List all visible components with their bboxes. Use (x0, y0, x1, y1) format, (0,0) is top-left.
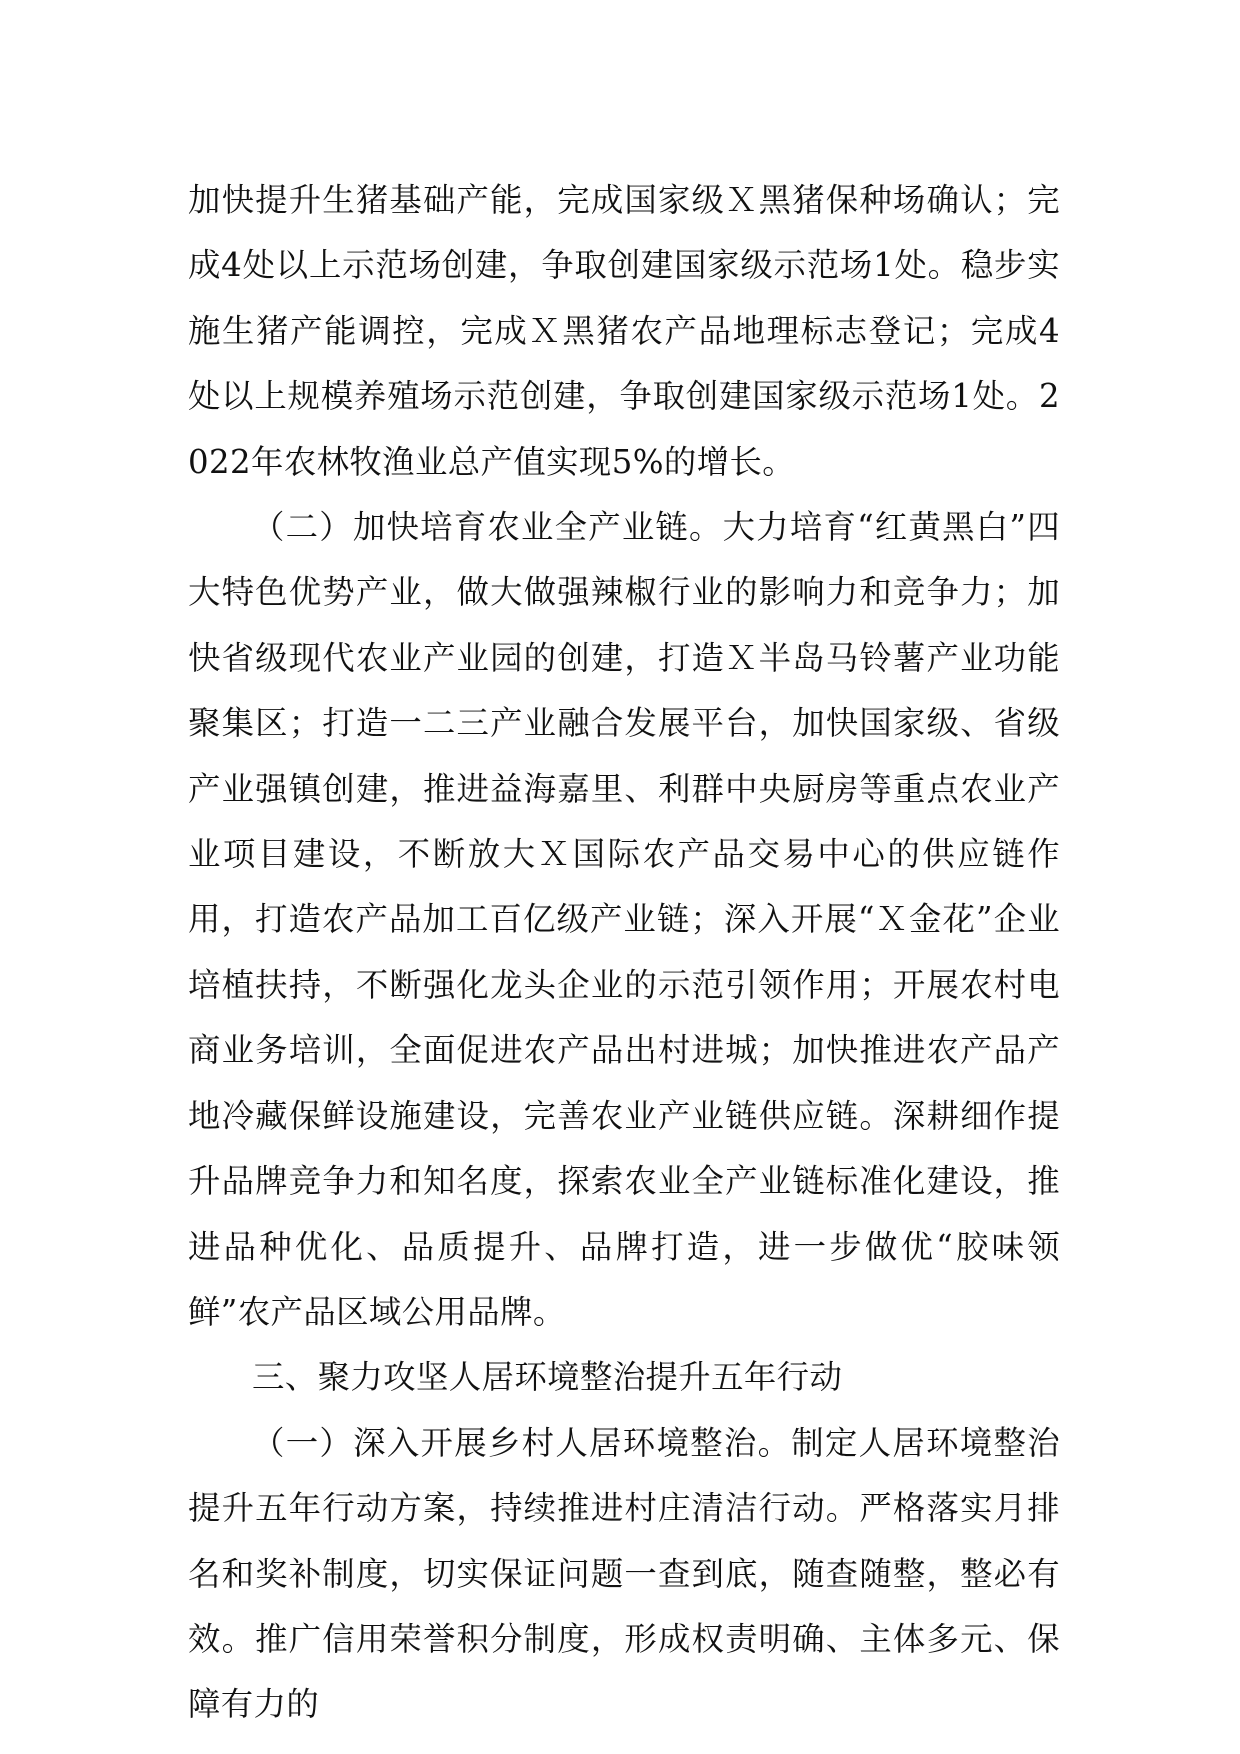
paragraph-pig-production: 加快提升生猪基础产能，完成国家级Ｘ黑猪保种场确认；完成4处以上示范场创建，争取创建国家级示范场1处。稳步实施生猪产能调控，完成Ｘ黑猪农产品地理标志登记；完成4处以上规模养殖场示范创建，争取创建国家级示范场1处。2022年农林牧渔业总产值实现5%的增长。 (188, 181, 1060, 481)
section-heading-living-environment: 三、聚力攻坚人居环境整治提升五年行动 (252, 1358, 843, 1397)
body-text (188, 168, 1060, 1738)
paragraph-industry-chain: （二）加快培育农业全产业链。大力培育“红黄黑白”四大特色优势产业，做大做强辣椒行业的影响力和竞争力；加快省级现代农业产业园的创建，打造Ｘ半岛马铃薯产业功能聚集区；打造一二三产业融合发展平台，加快国家级、省级产业强镇创建，推进益海嘉里、利群中央厨房等重点农业产业项目建设，不断放大Ｘ国际农产品交易中心的供应链作用，打造农产品加工百亿级产业链；深入开展“Ｘ金花”企业培植扶持，不断强化龙头企业的示范引领作用；开展农村电商业务培训，全面促进农产品出村进城；加快推进农产品产地冷藏保鲜设施建设，完善农业产业链供应链。深耕细作提升品牌竞争力和知名度，探索农业全产业链标准化建设，推进品种优化、品质提升、品牌打造，进一步做优“胶味领鲜”农产品区域公用品牌。 (188, 508, 1060, 1331)
paragraph-living-environment: （一）深入开展乡村人居环境整治。制定人居环境整治提升五年行动方案，持续推进村庄清洁行动。严格落实月排名和奖补制度，切实保证问题一查到底，随查随整，整必有效。推广信用荣誉积分制度，形成权责明确、主体多元、保障有力的 (188, 1423, 1060, 1724)
